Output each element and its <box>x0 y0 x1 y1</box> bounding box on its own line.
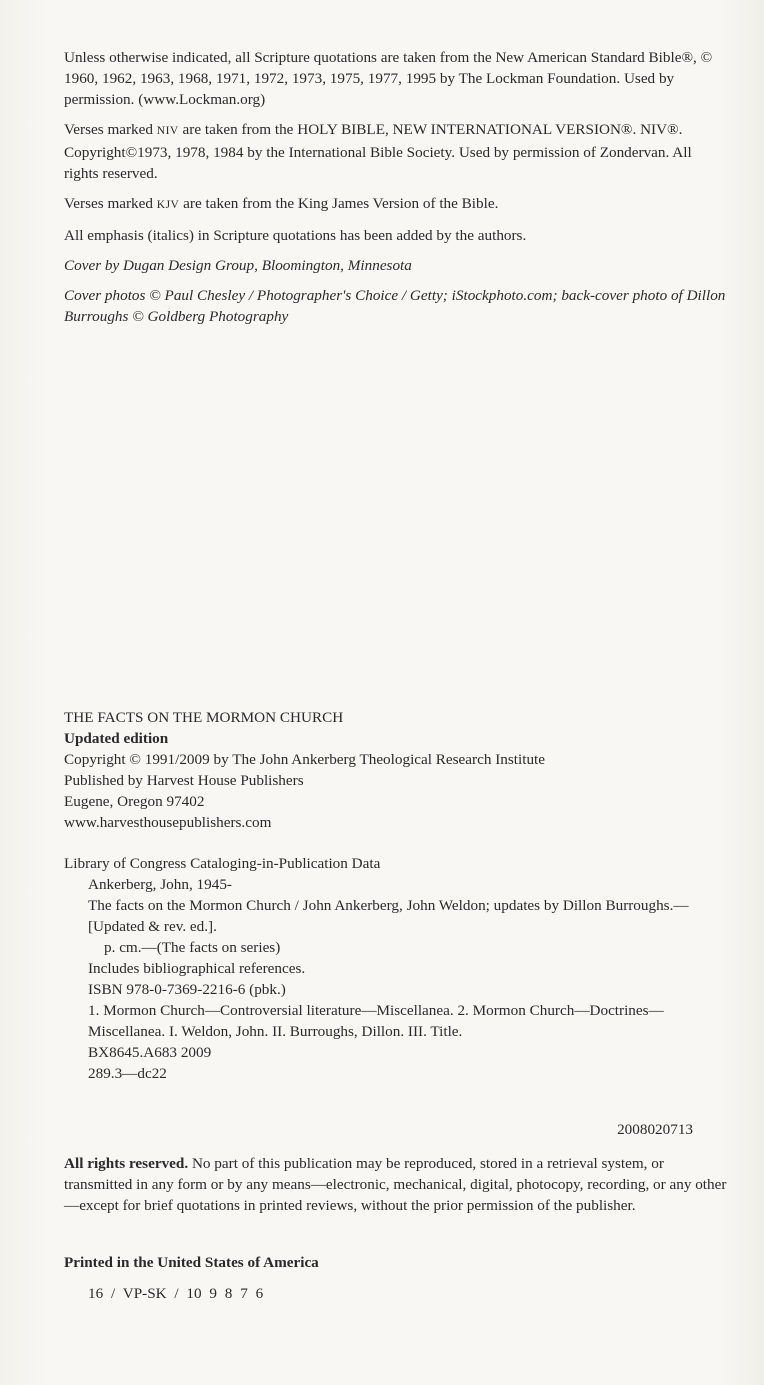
nasb-credit: Unless otherwise indicated, all Scripture quotations are taken from the New American Standard Bible®, © 1960, 1962, 1963, 1968, 1971, 1972, 1973, 1975, 1977, 1995 by The Lockman Foundation. Used by permission. (www.Lockman.org) <box>64 49 713 108</box>
niv-credit <box>64 119 729 184</box>
cip-author: Ankerberg, John, 1945- <box>88 876 232 893</box>
publisher-website: www.harvesthousepublishers.com <box>64 814 272 831</box>
kjv-prefix: Verses marked <box>64 195 157 212</box>
cip-physical: p. cm.—(The facts on series) <box>104 939 281 956</box>
printing-block <box>64 1283 729 1304</box>
publisher-city: Eugene, Oregon 97402 <box>64 793 205 810</box>
rights-statement <box>64 1153 729 1216</box>
niv-prefix: Verses marked <box>64 121 157 138</box>
book-title: THE FACTS ON THE MORMON CHURCH <box>64 709 344 726</box>
cip-isbn: ISBN 978-0-7369-2216-6 (pbk.) <box>88 981 286 998</box>
cover-photo-credit: Cover photos © Paul Chesley / Photographer's Choice / Getty; iStockphoto.com; back-cover photo of Dillon Burroughs © Goldberg Photography <box>64 287 726 325</box>
edition: Updated edition <box>64 730 169 747</box>
niv-rest: are taken from the HOLY BIBLE, NEW INTERNATIONAL VERSION®. NIV®. Copyright©1973, 1978, 1984 by the International Bible Society. Used by permission of Zondervan. All rights reserved. <box>64 121 692 182</box>
cip-data <box>64 853 729 1084</box>
cip-title: The facts on the Mormon Church / John Ankerberg, John Weldon; updates by Dillon Burroughs.—[Updated & rev. ed.]. <box>88 897 689 935</box>
kjv-rest: are taken from the King James Version of the Bible. <box>179 195 499 212</box>
printed-in: Printed in the United States of America <box>64 1254 319 1271</box>
kjv-mark: KJV <box>156 199 180 211</box>
show-through-shadow <box>330 330 358 458</box>
book-info <box>64 707 729 833</box>
cip-lc-class: BX8645.A683 2009 <box>88 1044 212 1061</box>
rights-block <box>64 1153 729 1216</box>
emphasis-note: All emphasis (italics) in Scripture quotations has been added by the authors. <box>64 227 527 244</box>
publisher-line: Published by Harvest House Publishers <box>64 772 304 789</box>
kjv-credit <box>64 193 729 216</box>
cip-heading: Library of Congress Cataloging-in-Publication Data <box>64 855 381 872</box>
copyright-line: Copyright © 1991/2009 by The John Ankerberg Theological Research Institute <box>64 751 546 768</box>
rights-text: No part of this publication may be reproduced, stored in a retrieval system, or transmitted in any form or by any means—electronic, mechanical, digital, photocopy, recording, or any other—except for brief quotations in printed reviews, without the prior permission of the publisher. <box>64 1155 727 1214</box>
lccn: 2008020713 <box>617 1121 693 1138</box>
cip-notes: Includes bibliographical references. <box>88 960 306 977</box>
printing-line: 16 / VP-SK / 10 9 8 7 6 <box>88 1285 264 1302</box>
niv-mark: NIV <box>156 125 179 137</box>
rights-label: All rights reserved. <box>64 1155 189 1172</box>
lccn-row <box>64 1119 729 1141</box>
cip-subjects: 1. Mormon Church—Controversial literature—Miscellanea. 2. Mormon Church—Doctrines—Miscellanea. I. Weldon, John. II. Burroughs, Dillon. III. Title. <box>88 1002 664 1040</box>
printed-block <box>64 1252 729 1273</box>
scripture-credits <box>64 47 729 327</box>
cip-dewey: 289.3—dc22 <box>88 1065 167 1082</box>
cover-design-credit: Cover by Dugan Design Group, Bloomington, Minnesota <box>64 257 412 274</box>
